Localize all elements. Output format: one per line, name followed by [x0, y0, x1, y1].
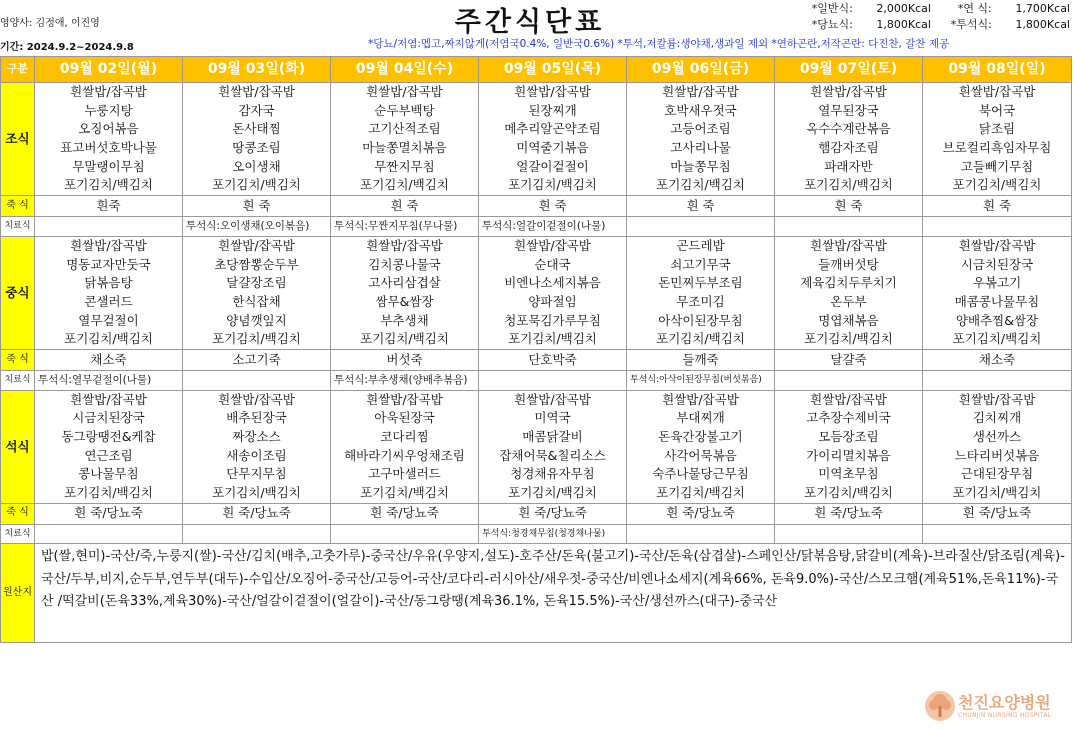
menu-period: 기간: 2024.9.2~2024.9.8	[0, 42, 134, 53]
lunch-porridge-row	[1, 349, 1072, 370]
menu-item: 흰쌀밥/잡곡밥	[218, 84, 295, 99]
menu-item: 포기김치/백김치	[212, 331, 301, 347]
menu-item: 새송이조림	[226, 447, 287, 463]
special-diet-cell: 투석식:얼갈이겉절이(나물)	[479, 217, 627, 237]
menu-item: 흰쌀밥/잡곡밥	[662, 84, 739, 99]
special-diet-cell	[331, 524, 479, 544]
menu-cell	[183, 236, 331, 349]
menu-item: 아욱된장국	[374, 410, 435, 426]
menu-item: 포기김치/백김치	[508, 177, 597, 193]
menu-item: 들깨버섯탕	[818, 256, 879, 272]
menu-item: 포기김치/백김치	[952, 331, 1042, 347]
menu-item: 김치콩나물국	[368, 256, 441, 272]
menu-item: 포기김치/백김치	[64, 331, 153, 347]
special-diet-cell	[775, 370, 923, 390]
menu-item: 메추리알곤약조림	[504, 121, 601, 137]
menu-item: 닭볶음탕	[84, 275, 133, 291]
menu-cell	[775, 390, 923, 503]
day-header: 09월 05일(목)	[479, 57, 627, 83]
menu-item: 포기김치/백김치	[952, 485, 1042, 501]
hospital-name: 천진요양병원	[958, 693, 1051, 712]
menu-item: 우볶고기	[972, 275, 1022, 291]
menu-item: 된장찌개	[528, 102, 577, 118]
menu-item: 명엽채볶음	[818, 312, 879, 328]
menu-item: 흰쌀밥/잡곡밥	[810, 84, 887, 99]
special-diet-cell	[923, 217, 1072, 237]
menu-item: 김치찌개	[972, 410, 1022, 426]
porridge-cell: 흰 죽	[627, 196, 775, 217]
menu-item: 브로컬리흑임자무침	[942, 140, 1052, 156]
origin-text: 밥(쌀,현미)-국산/죽,누룽지(쌀)-국산/김치(배추,고춧가루)-중국산/우유(우양지,설도)-호주산/돈육(불고기)-국산/돈육(삼겹살)-스페인산/닭볶음탕,닭갈비(계육)-브라질산/닭조림(계육)-국산/두부,비지,순두부,연두부(대두)-수입산/오징어-중국산/고등어-국산/코다리-러시아산/새우젓-중국산/비엔나소세지(계육66%, 돈육9.0%)-국산/스모크햄(계육51%,돈육11%)-국산 /떡갈비(돈육33%,계육30%)-국산/얼갈이겉절이(얼갈이)-국산/동그랑땡(계육36.1%, 돈육15.5%)-국산/생선까스(대구)-중국산	[35, 544, 1072, 643]
porridge-cell: 흰 죽/당뇨죽	[479, 503, 627, 524]
porridge-cell: 흰 죽/당뇨죽	[35, 503, 183, 524]
kcal-value: 1,800Kcal	[1015, 17, 1070, 31]
special-diet-cell: 투석식:열무겉절이(나물)	[35, 370, 183, 390]
menu-item: 옥수수계란볶음	[806, 121, 891, 137]
porridge-cell: 흰 죽/당뇨죽	[331, 503, 479, 524]
kcal-label: *당뇨식:	[811, 18, 853, 31]
menu-item: 사각어묵볶음	[664, 447, 737, 463]
menu-item: 짜장소스	[232, 429, 281, 445]
porridge-cell: 흰 죽/당뇨죽	[923, 503, 1072, 524]
day-header-row	[1, 57, 1072, 83]
special-diet-cell: 투석식:부추생채(양배추볶음)	[331, 370, 479, 390]
page-title: 주간식단표	[454, 7, 606, 38]
menu-cell	[331, 83, 479, 196]
porridge-cell: 흰 죽	[331, 196, 479, 217]
menu-item: 포기김치/백김치	[508, 485, 597, 501]
menu-item: 돈육간장불고기	[658, 429, 743, 445]
day-header: 09월 02일(월)	[35, 57, 183, 83]
menu-item: 흰쌀밥/잡곡밥	[366, 237, 443, 253]
menu-item: 부추생채	[380, 312, 429, 328]
menu-item: 흰쌀밥/잡곡밥	[810, 391, 887, 407]
menu-item: 동그랑땡전&케찹	[61, 429, 156, 445]
menu-item: 가이리멸치볶음	[806, 447, 891, 463]
menu-item: 닭조림	[978, 121, 1016, 137]
porridge-cell: 버섯죽	[331, 349, 479, 370]
menu-item: 미역국	[534, 410, 571, 426]
menu-item: 명동교자만둣국	[66, 256, 151, 272]
special-diet-cell: 투석식:청경채무침(청경채나물)	[479, 524, 627, 544]
dinner-porridge-row	[1, 503, 1072, 524]
menu-item: 양념깻잎지	[226, 312, 287, 328]
menu-cell	[479, 83, 627, 196]
special-diet-cell	[183, 370, 331, 390]
dinner-menu-row	[1, 390, 1072, 503]
menu-item: 흰쌀밥/잡곡밥	[218, 391, 295, 407]
lunch-label: 중식	[1, 236, 35, 349]
special-diet-cell	[183, 524, 331, 544]
dietitian-names: 영양사: 김정애, 이진영	[0, 18, 100, 29]
menu-item: 미역초무침	[818, 466, 879, 482]
day-header: 09월 06일(금)	[627, 57, 775, 83]
weekly-menu-table	[0, 56, 1072, 643]
menu-item: 순두부백탕	[374, 102, 435, 118]
lunch-menu-row	[1, 236, 1072, 349]
menu-item: 흰쌀밥/잡곡밥	[366, 391, 443, 407]
menu-item: 매콤닭갈비	[522, 429, 583, 445]
menu-item: 모듬장조림	[818, 429, 879, 445]
menu-item: 잡채어묵&칠리소스	[499, 447, 606, 463]
special-diet-cell	[479, 370, 627, 390]
dialysis-label: 치료식	[1, 524, 35, 544]
kcal-label: *투석식:	[950, 18, 992, 31]
menu-cell	[35, 390, 183, 503]
menu-item: 흰쌀밥/잡곡밥	[70, 237, 147, 253]
menu-item: 매콤콩나물무침	[954, 293, 1040, 309]
menu-item: 콘샐러드	[84, 293, 133, 309]
menu-item: 마늘쫑멸치볶음	[362, 140, 447, 156]
menu-item: 포기김치/백김치	[212, 177, 301, 193]
menu-item: 시금치된장국	[960, 256, 1034, 272]
menu-item: 북어국	[978, 102, 1016, 118]
menu-item: 연근조림	[84, 447, 133, 463]
menu-cell	[923, 236, 1072, 349]
tree-logo-icon	[924, 690, 956, 722]
menu-item: 흰쌀밥/잡곡밥	[70, 391, 147, 407]
menu-item: 콩나물무침	[78, 466, 139, 482]
menu-item: 오징어볶음	[78, 121, 139, 137]
menu-item: 해바라기씨우엉채조림	[344, 447, 465, 463]
menu-item: 포기김치/백김치	[656, 331, 745, 347]
porridge-cell: 흰 죽/당뇨죽	[627, 503, 775, 524]
menu-item: 포기김치/백김치	[804, 331, 893, 347]
menu-cell	[479, 390, 627, 503]
menu-item: 곤드레밥	[676, 237, 725, 253]
menu-item: 누룽지탕	[84, 102, 133, 118]
menu-item: 배추된장국	[226, 410, 287, 426]
menu-item: 햄감자조림	[818, 140, 879, 156]
menu-item: 포기김치/백김치	[64, 485, 153, 501]
porridge-cell: 흰 죽	[183, 196, 331, 217]
porridge-cell: 들깨죽	[627, 349, 775, 370]
menu-item: 고구마샐러드	[368, 466, 441, 482]
menu-cell	[923, 390, 1072, 503]
menu-item: 청포묵김가루무침	[504, 312, 601, 328]
menu-item: 포기김치/백김치	[360, 177, 449, 193]
menu-item: 고기산적조림	[368, 121, 441, 137]
menu-item: 포기김치/백김치	[508, 331, 597, 347]
porridge-label: 죽 식	[1, 503, 35, 524]
menu-item: 오이생채	[232, 158, 281, 174]
porridge-cell: 채소죽	[35, 349, 183, 370]
special-diet-cell: 투석식:무짠지무침(무나물)	[331, 217, 479, 237]
menu-item: 파래자반	[824, 158, 873, 174]
menu-item: 열무된장국	[818, 102, 879, 118]
day-header: 09월 08일(일)	[923, 57, 1072, 83]
menu-cell	[627, 83, 775, 196]
menu-item: 포기김치/백김치	[656, 177, 745, 193]
menu-item: 순대국	[534, 256, 571, 272]
menu-cell	[775, 83, 923, 196]
special-diet-cell	[627, 217, 775, 237]
porridge-cell: 채소죽	[923, 349, 1072, 370]
menu-item: 양파절임	[528, 293, 577, 309]
menu-item: 마늘쫑무침	[670, 158, 731, 174]
menu-item: 흰쌀밥/잡곡밥	[70, 84, 147, 99]
menu-cell	[627, 236, 775, 349]
menu-item: 포기김치/백김치	[64, 177, 153, 193]
menu-item: 생선까스	[972, 429, 1022, 445]
menu-item: 근대된장무침	[960, 466, 1034, 482]
special-diet-cell	[627, 524, 775, 544]
menu-item: 감자국	[238, 102, 275, 118]
menu-item: 달걀장조림	[226, 275, 287, 291]
menu-item: 흰쌀밥/잡곡밥	[514, 391, 591, 407]
menu-cell	[331, 390, 479, 503]
menu-item: 포기김치/백김치	[804, 177, 893, 193]
menu-item: 포기김치/백김치	[360, 485, 449, 501]
menu-item: 흰쌀밥/잡곡밥	[218, 237, 295, 253]
menu-item: 쌈무&쌈장	[375, 293, 434, 309]
menu-item: 고사리삼겹살	[368, 275, 441, 291]
menu-item: 한식잡채	[232, 293, 281, 309]
menu-item: 흰쌀밥/잡곡밥	[958, 237, 1036, 253]
porridge-cell: 흰 죽	[775, 196, 923, 217]
special-diet-cell: 투석식:오이생채(오이볶음)	[183, 217, 331, 237]
menu-item: 무말랭이무침	[72, 158, 145, 174]
menu-item: 흰쌀밥/잡곡밥	[662, 391, 739, 407]
hospital-logo	[924, 688, 1070, 728]
menu-item: 돈민찌두부조림	[658, 275, 743, 291]
porridge-cell: 흰 죽/당뇨죽	[183, 503, 331, 524]
menu-item: 무조미김	[676, 293, 725, 309]
menu-item: 양배추찜&쌈장	[955, 312, 1039, 328]
menu-cell	[627, 390, 775, 503]
breakfast-porridge-row	[1, 196, 1072, 217]
menu-item: 포기김치/백김치	[952, 177, 1042, 193]
special-diet-cell	[923, 524, 1072, 544]
menu-item: 흰쌀밥/잡곡밥	[514, 84, 591, 99]
calorie-table	[795, 0, 1073, 32]
menu-item: 흰쌀밥/잡곡밥	[958, 84, 1036, 99]
special-diet-cell	[775, 524, 923, 544]
menu-item: 포기김치/백김치	[360, 331, 449, 347]
diet-notes: *당뇨/저염:멥고,짜지않게(저염국0.4%, 일반국0.6%) *투석,저칼륨:생야채,생과일 제외 *연하곤란,저작곤란: 다진찬, 갈찬 제공	[368, 38, 950, 50]
menu-item: 포기김치/백김치	[656, 485, 745, 501]
kcal-label: *연 식:	[957, 2, 992, 15]
menu-item: 포기김치/백김치	[804, 485, 893, 501]
menu-item: 고들빼기무침	[960, 158, 1034, 174]
origin-row	[1, 544, 1072, 643]
day-header: 09월 07일(토)	[775, 57, 923, 83]
menu-item: 코다리찜	[380, 429, 429, 445]
porridge-label: 죽 식	[1, 196, 35, 217]
kcal-value: 2,000Kcal	[876, 1, 931, 15]
menu-cell	[479, 236, 627, 349]
menu-item: 부대찌개	[676, 410, 725, 426]
menu-item: 숙주나물당근무침	[652, 466, 749, 482]
menu-cell	[183, 83, 331, 196]
menu-item: 미역줄기볶음	[516, 140, 589, 156]
menu-item: 단무지무침	[226, 466, 287, 482]
menu-item: 제육김치두루치기	[800, 275, 897, 291]
menu-cell	[35, 236, 183, 349]
kcal-value: 1,700Kcal	[1015, 1, 1070, 15]
hospital-name-english: CHUNJIN NURSING HOSPITAL	[958, 712, 1052, 719]
breakfast-dialysis-row	[1, 217, 1072, 237]
menu-item: 얼갈이겉절이	[516, 158, 589, 174]
corner-cell: 구분	[1, 57, 35, 83]
menu-cell	[923, 83, 1072, 196]
special-diet-cell	[35, 524, 183, 544]
porridge-cell: 흰 죽	[479, 196, 627, 217]
menu-item: 비엔나소세지볶음	[504, 275, 601, 291]
menu-item: 고등어조림	[670, 121, 731, 137]
menu-item: 고추장수제비국	[806, 410, 891, 426]
menu-item: 초당짬뽕순두부	[214, 256, 299, 272]
special-diet-cell	[35, 217, 183, 237]
dinner-label: 석식	[1, 390, 35, 503]
kcal-label: *일반식:	[811, 2, 853, 15]
menu-item: 돈사태찜	[232, 121, 281, 137]
menu-item: 흰쌀밥/잡곡밥	[958, 391, 1036, 407]
menu-item: 아삭이된장무침	[658, 312, 743, 328]
menu-item: 청경채유자무침	[510, 466, 595, 482]
special-diet-cell	[775, 217, 923, 237]
menu-item: 시금치된장국	[72, 410, 145, 426]
menu-cell	[183, 390, 331, 503]
porridge-cell: 소고기죽	[183, 349, 331, 370]
menu-item: 호박새우젓국	[664, 102, 737, 118]
origin-label: 원산지	[1, 544, 35, 643]
menu-item: 고사리나물	[670, 140, 731, 156]
special-diet-cell	[923, 370, 1072, 390]
menu-item: 흰쌀밥/잡곡밥	[366, 84, 443, 99]
menu-cell	[775, 236, 923, 349]
menu-item: 흰쌀밥/잡곡밥	[514, 237, 591, 253]
menu-item: 표고버섯호박나물	[60, 140, 157, 156]
menu-item: 열무겉절이	[78, 312, 139, 328]
kcal-value: 1,800Kcal	[876, 17, 931, 31]
porridge-cell: 흰 죽/당뇨죽	[775, 503, 923, 524]
menu-item: 땅콩조림	[232, 140, 281, 156]
dinner-dialysis-row	[1, 524, 1072, 544]
porridge-cell: 단호박죽	[479, 349, 627, 370]
day-header: 09월 04일(수)	[331, 57, 479, 83]
dialysis-label: 치료식	[1, 370, 35, 390]
porridge-cell: 달걀죽	[775, 349, 923, 370]
menu-item: 쇠고기무국	[670, 256, 731, 272]
porridge-cell: 흰죽	[35, 196, 183, 217]
menu-item: 온두부	[830, 293, 867, 309]
porridge-label: 죽 식	[1, 349, 35, 370]
menu-cell	[35, 83, 183, 196]
menu-item: 무짠지무침	[374, 158, 435, 174]
breakfast-menu-row	[1, 83, 1072, 196]
special-diet-cell: 투석식:아삭이된장무침(버섯볶음)	[627, 370, 775, 390]
breakfast-label: 조식	[1, 83, 35, 196]
menu-cell	[331, 236, 479, 349]
dialysis-label: 치료식	[1, 217, 35, 237]
menu-item: 느타리버섯볶음	[954, 447, 1040, 463]
day-header: 09월 03일(화)	[183, 57, 331, 83]
porridge-cell: 흰 죽	[923, 196, 1072, 217]
menu-item: 흰쌀밥/잡곡밥	[810, 237, 887, 253]
menu-item: 포기김치/백김치	[212, 485, 301, 501]
lunch-dialysis-row	[1, 370, 1072, 390]
